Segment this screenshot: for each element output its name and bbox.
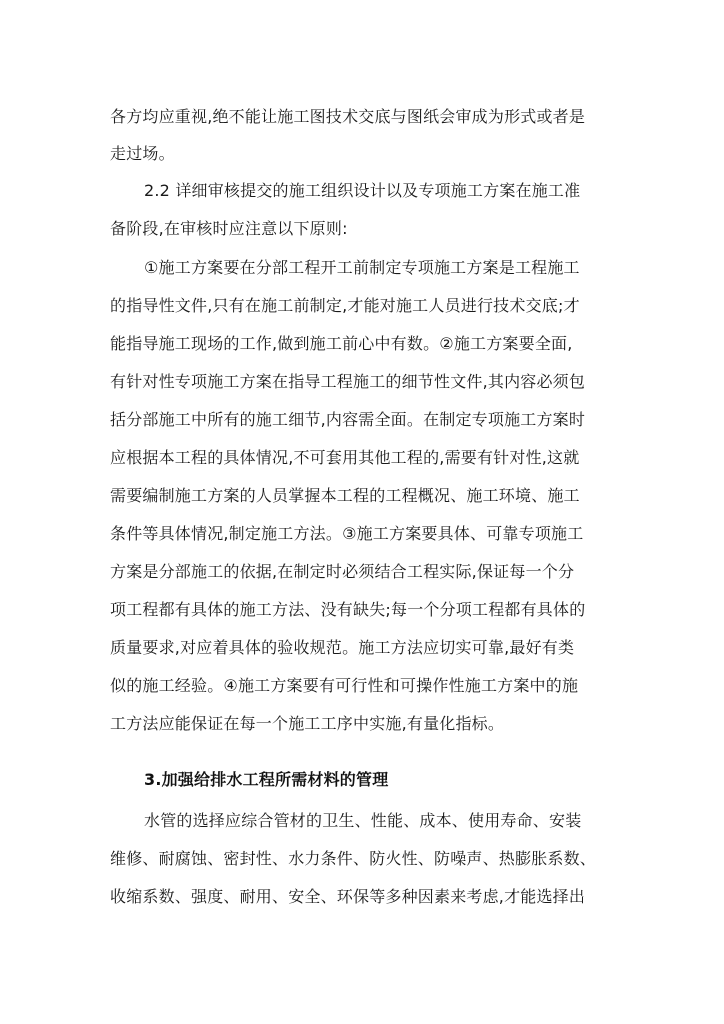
subsection-title-line: 2.2 详细审核提交的施工组织设计以及专项施工方案在施工准 (144, 181, 581, 200)
paragraph-line: 工方法应能保证在每一个施工工序中实施,有量化指标。 (110, 714, 505, 733)
paragraph-line: 括分部施工中所有的施工细节,内容需全面。在制定专项施工方案时 (110, 410, 586, 429)
paragraph-line: 收缩系数、强度、耐用、安全、环保等多种因素来考虑,才能选择出 (110, 887, 586, 906)
paragraph-line: ①施工方案要在分部工程开工前制定专项施工方案是工程施工 (144, 258, 580, 277)
paragraph-line: 应根据本工程的具体情况,不可套用其他工程的,需要有针对性,这就 (110, 448, 580, 467)
paragraph-line: 项工程都有具体的施工方法、没有缺失;每一个分项工程都有具体的 (110, 600, 586, 619)
paragraph-line: 有针对性专项施工方案在指导工程施工的细节性文件,其内容必须包 (110, 372, 586, 391)
paragraph-line: 的指导性文件,只有在施工前制定,才能对施工人员进行技术交底;才 (110, 296, 580, 315)
paragraph-line: 水管的选择应综合管材的卫生、性能、成本、使用寿命、安装 (144, 811, 582, 830)
paragraph-line: 走过场。 (110, 144, 175, 163)
paragraph-line: 需要编制施工方案的人员掌握本工程的工程概况、施工环境、施工 (110, 486, 580, 505)
paragraph-line: 质量要求,对应着具体的验收规范。施工方法应切实可靠,最好有类 (110, 638, 575, 657)
paragraph-line: 条件等具体情况,制定施工方法。③施工方案要具体、可靠专项施工 (110, 524, 584, 543)
paragraph-line: 备阶段,在审核时应注意以下原则: (110, 219, 348, 238)
paragraph-line: 方案是分部施工的依据,在制定时必须结合工程实际,保证每一个分 (110, 562, 575, 581)
paragraph-line: 能指导施工现场的工作,做到施工前心中有数。②施工方案要全面, (110, 334, 573, 353)
paragraph-line: 维修、耐腐蚀、密封性、水力条件、防火性、防噪声、热膨胀系数、 (110, 849, 597, 868)
paragraph-line: 各方均应重视,绝不能让施工图技术交底与图纸会审成为形式或者是 (110, 107, 586, 126)
paragraph-line: 似的施工经验。④施工方案要有可行性和可操作性施工方案中的施 (110, 676, 579, 695)
section-heading: 3.加强给排水工程所需材料的管理 (144, 770, 389, 789)
